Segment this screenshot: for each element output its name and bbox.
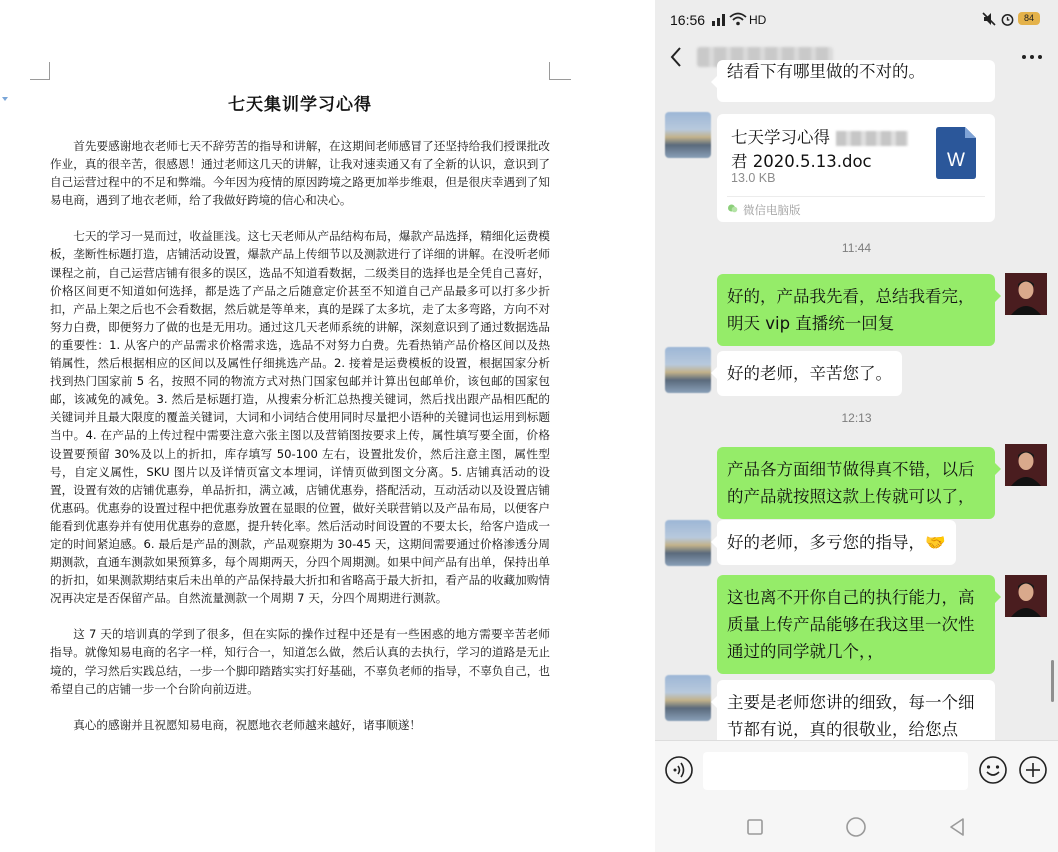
avatar[interactable] [1005,575,1047,617]
network-type: HD [749,13,767,27]
avatar-portrait-icon [1005,444,1047,486]
file-size: 13.0 KB [731,171,776,185]
voice-input-icon[interactable] [664,755,694,785]
crop-mark [549,79,571,80]
message-text: 结看下有哪里做的不对的。 [727,62,925,81]
message-bubble-peer[interactable] [717,351,902,396]
crop-mark [30,79,50,80]
message-text: 这也离不开你自己的执行能力，高质量上传产品能够在我这里一次性通过的同学就几个，， [727,588,975,661]
system-nav-bar [655,802,1058,852]
add-attachment-icon[interactable] [1018,755,1048,785]
file-name: 七天学习心得 君 2020.5.13.doc [731,126,931,174]
message-text: 好的，产品我先看，总结我看完，明天 vip 直播统一回复 [727,287,975,333]
word-icon-letter: W [947,150,965,171]
emoji-icon[interactable] [978,755,1008,785]
back-arrow-icon[interactable] [667,44,685,70]
message-list[interactable] [655,62,1058,740]
redacted-text [836,131,908,146]
mute-icon [981,11,997,27]
phone-screen [655,0,1058,852]
avatar-portrait-icon [1005,575,1047,617]
wechat-pc-icon [727,203,738,214]
message-input[interactable] [703,752,968,790]
back-nav-icon[interactable] [945,815,969,839]
avatar-portrait-icon [1005,273,1047,315]
message-bubble-peer[interactable] [717,520,956,565]
avatar[interactable] [1005,444,1047,486]
battery-indicator: 84 [1018,12,1040,25]
avatar[interactable] [665,675,711,721]
divider [727,196,985,197]
crop-mark [49,62,50,80]
margin-marker-icon [2,97,8,101]
message-bubble-peer[interactable] [717,60,995,102]
message-bubble-me[interactable] [717,274,995,346]
message-bubble-me[interactable] [717,575,995,674]
timestamp: 11:44 [841,241,872,255]
wifi-icon [729,11,747,27]
status-bar [655,0,1058,38]
status-time: 16:56 [670,12,706,28]
file-source-label: 微信电脑版 [743,203,801,217]
message-bubble-me[interactable] [717,447,995,519]
avatar[interactable] [1005,273,1047,315]
avatar[interactable] [665,520,711,566]
avatar[interactable] [665,112,711,158]
paragraph: 七天的学习一晃而过，收益匪浅。这七天老师从产品结构布局，爆款产品选择，精细化运费模板，垄断性标题打造，店铺活动设置，爆款产品上传细节以及测款进行了详细的讲解。在没听老师课程之前，自己运营店铺有很多的误区，选品不知道看数据，二级类目的选择也是全凭自己喜好，价格区间更不知道如何选择，都是选了产品之后随意定价甚至不知道自己产品最多可以打多少折扣，产品上架之后也不会看数据，然后就是等单来，真的是踩了太多坑，走了太多弯路，方向不对努力白费，即便努力了做的也是无用功。通过这几天老师系统的讲解，深刻意识到了通过数据选品的重要性：1. 从客户的产品需求价格需求选，选品不对努力白费。先看热销产品价格区间以及热销属性，然后根据相应的区间以及属性仔细挑选产品。2. 接着是运费模板的设置，根据国家分析找到热门国家前 5 名，按照不同的物流方式对热门国家包邮并计算出包邮单价，该包邮的国家包邮，该减免的减免。3. 然后是标题打造，从搜索分析汇总热搜关键词，然后找出跟产品相匹配的关键词并且最大限度的覆盖关键词，大词和小词结合使用同时尽量把小语种的关键词也运用到标题当中。4. 在产品的上传过程中需要注意六张主图以及营销图按要求上传，属性填写要全面，价格设置要预留 30%及以上的折扣，库存填写 50-100 左右，设置批发价，然后注意主图，属性型号，自定义属性，SKU 图片以及详情页富文本埋词，详情页做到图文分离。5. 店铺真活动的设置，设置有效的店铺优惠券，单品折扣，满立减，店铺优惠券，搭配活动，互动活动以及设置店铺优惠码。优惠券的设置过程中把优惠券放置在显眼的位置，做好关联营销以及产品布局，以便客户能看到优惠券并有使用优惠券的意愿，提升转化率。然后活动时间设置的不要太长，给客户造成一定的时间紧迫感。6. 最后是产品的测款，产品观察期为 30-45 天，这期间需要通过价格渗透分周期测款，直通车测款如果预算多，每个周期两天，分四个周期测。如果中间产品有出单，保持出单的折扣，如果测款期结束后未出单的产品保持最大折扣和省略高于最大折扣，看产品的收藏加购情况再决定是否保留产品。自然流量测款一个周期 7 天，分四个周期进行测款。 [50,229,550,606]
alarm-icon [1000,11,1015,27]
signal-icon [711,11,727,27]
file-message-card[interactable] [717,114,995,222]
recents-icon[interactable] [743,815,767,839]
more-options-icon[interactable] [1017,46,1047,68]
paragraph: 这 7 天的培训真的学到了很多，但在实际的操作过程中还是有一些困惑的地方需要辛苦老师指导。就像知易电商的名字一样，知行合一，知道怎么做，然后认真的去执行，学习的道路是无止境的，学习然后实践总结，一步一个脚印踏踏实实打好基础，不辜负老师的指导，不辜负自己，也希望自己的店铺一步一个台阶向前迈进。 [50,627,550,696]
paragraph: 真心的感谢并且祝愿知易电商，祝愿地衣老师越来越好，诸事顺遂！ [73,717,422,732]
message-text: 主要是老师您讲的细致，每一个细节都有说，真的很敬业，给您点 [727,693,975,739]
crop-mark [549,62,550,80]
timestamp: 12:13 [841,411,872,425]
scrollbar[interactable] [1051,660,1054,702]
home-icon[interactable] [844,815,868,839]
document-title: 七天集训学习心得 [228,95,372,115]
message-text: 产品各方面细节做得真不错，以后的产品就按照这款上传就可以了， [727,460,975,506]
paragraph: 首先要感谢地衣老师七天不辞劳苦的指导和讲解，在这期间老师感冒了还坚持给我们授课批改作业，真的很辛苦，很感恩！通过老师这几天的讲解，让我对速卖通又有了全新的认识，意识到了自己运营过程中的不足和弊端。今年因为疫情的原因跨境之路更加举步维艰，但是很庆幸遇到了知易电商，遇到了地衣老师，给了我做好跨境的信心和决心。 [50,139,550,208]
message-text: 好的老师，辛苦您了。 [727,364,892,383]
word-file-icon [936,127,976,179]
document-body [50,137,550,752]
avatar[interactable] [665,347,711,393]
message-text: 好的老师，多亏您的指导，🤝 [727,533,946,552]
input-bar [655,740,1058,802]
